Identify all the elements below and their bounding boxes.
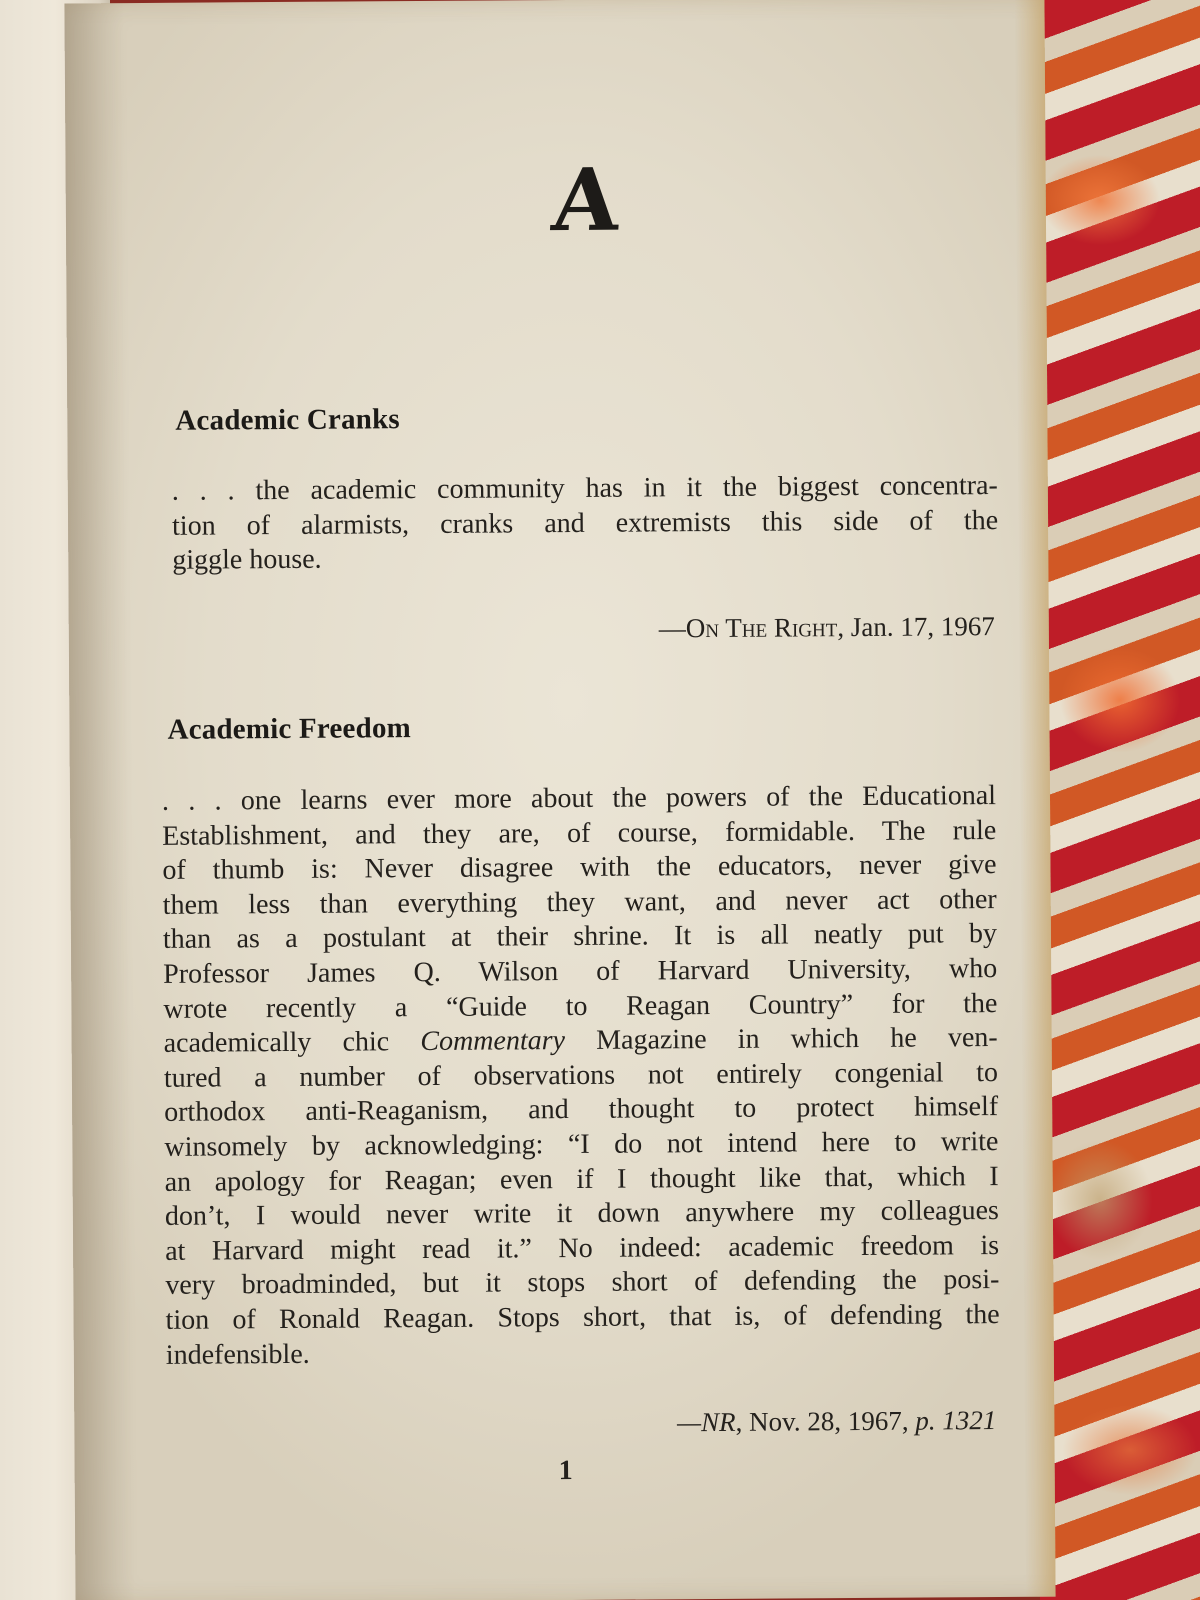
chapter-letter: A <box>549 149 623 252</box>
body-line: winsomely by acknowledging: “I do not intend here to write <box>164 1125 999 1163</box>
body-line: tion of Ronald Reagan. Stops short, that is, of defending the <box>165 1298 1000 1336</box>
entry-body-academic-cranks <box>172 469 999 579</box>
source-date: , Jan. 17, 1967 <box>837 611 995 643</box>
body-line: of thumb is: Never disagree with the educators, never give <box>162 849 997 887</box>
source-dash: — <box>676 1407 702 1438</box>
background-rug-pattern <box>1040 0 1200 1600</box>
body-line: . . . the academic community has in it the biggest concentra- <box>171 470 998 507</box>
source-dash: — <box>658 613 686 644</box>
entry-source-academic-cranks <box>659 611 995 644</box>
page-number: 1 <box>558 1454 573 1487</box>
body-line: . . . one learns ever more about the powers of the Educational <box>161 780 997 817</box>
body-line: Professor James Q. Wilson of Harvard University, who <box>163 952 998 990</box>
body-line-part: Magazine in which he ven- <box>564 1022 998 1057</box>
body-line-part: academically chic <box>163 1026 421 1059</box>
entry-heading-academic-cranks: Academic Cranks <box>175 403 400 437</box>
body-line: at Harvard might read it.” No indeed: academic freedom is <box>165 1229 1000 1267</box>
entry-heading-academic-freedom: Academic Freedom <box>167 712 412 746</box>
body-line: them less than everything they want, and never act other <box>162 883 997 921</box>
source-date: , Nov. 28, 1967, <box>735 1405 916 1437</box>
book-page <box>64 0 1055 1600</box>
body-line: don’t, I would never write it down anywhere my colleagues <box>164 1195 999 1232</box>
body-line: indefensible. <box>165 1338 310 1371</box>
body-line: tion of alarmists, cranks and extremists this side of the <box>171 504 999 542</box>
body-line: Establishment, and they are, of course, formidable. The rule <box>162 814 997 852</box>
body-line: very broadminded, but it stops short of defending the posi- <box>165 1264 1000 1302</box>
entry-body-academic-freedom <box>162 779 1000 1373</box>
body-line: tured a number of observations not entirely congenial to <box>163 1056 999 1094</box>
source-publication: NR <box>700 1406 736 1438</box>
body-line: than as a postulant at their shrine. It is all neatly put by <box>162 918 998 956</box>
source-publication: On The Right <box>685 612 838 644</box>
body-line: giggle house. <box>172 543 322 576</box>
page-gutter-shadow <box>64 3 135 1600</box>
body-line <box>164 1021 998 1061</box>
body-line: orthodox anti-Reaganism, and thought to protect himself <box>164 1091 999 1129</box>
entry-source-academic-freedom <box>677 1405 996 1438</box>
body-line: an apology for Reagan; even if I thought like that, which I <box>164 1160 999 1198</box>
source-page: p. 1321 <box>915 1405 997 1436</box>
magazine-title-italic: Commentary <box>420 1025 566 1058</box>
body-line: wrote recently a “Guide to Reagan Country” for the <box>163 987 998 1025</box>
